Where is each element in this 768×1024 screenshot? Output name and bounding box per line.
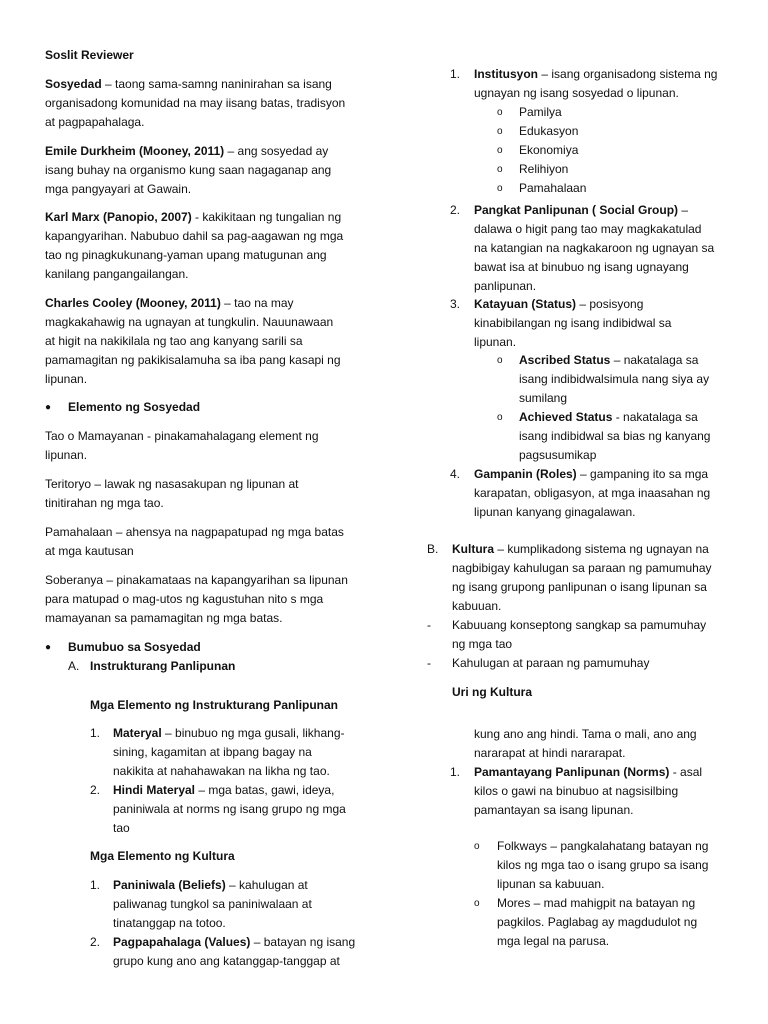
instruktura-subheading: Mga Elemento ng Instrukturang Panlipunan: [90, 698, 339, 712]
uri-kultura-heading: Uri ng Kultura: [452, 685, 532, 699]
circle-bullet-icon: o: [474, 898, 480, 909]
durkheim-definition: Emile Durkheim (Mooney, 2011) – ang sosyedad ay isang buhay na organismo kung saan nagaganap ang mga pangyayari at Gawain.: [45, 144, 332, 196]
cooley-term: Charles Cooley (Mooney, 2011): [45, 296, 221, 310]
marx-term: Karl Marx (Panopio, 2007): [45, 210, 192, 224]
durkheim-term: Emile Durkheim (Mooney, 2011): [45, 144, 225, 158]
marx-definition: Karl Marx (Panopio, 2007) - kakikitaan ng tungalian ng kapangyarihan. Nabubuo dahil sa pag-aagawan ng mga tao ng pinagkukunang-yaman upang matugunan ang kanilang pangangailangan.: [45, 210, 344, 281]
bullet-icon: ●: [45, 642, 52, 653]
circle-bullet-icon: o: [497, 107, 503, 118]
circle-bullet-icon: o: [497, 412, 503, 423]
continued-text: kung ano ang hindi. Tama o mali, ano ang nararapat at hindi nararapat.: [474, 727, 697, 760]
circle-bullet-icon: o: [497, 183, 503, 194]
circle-bullet-icon: o: [497, 145, 503, 156]
circle-bullet-icon: o: [497, 164, 503, 175]
circle-bullet-icon: o: [497, 126, 503, 137]
tao-definition: Tao o Mamayanan - pinakamahalagang element ng lipunan.: [45, 429, 319, 462]
page-title: Soslit Reviewer: [45, 48, 134, 62]
cooley-definition: Charles Cooley (Mooney, 2011) – tao na may magkakahawig na ugnayan at tungkulin. Nauunawaan at higit na nakikilala ng tao ang kanyang sarili sa pamamagitan ng pakikisalamuha sa iba pang kasapi ng lipunan.: [45, 296, 341, 386]
teritoryo-definition: Teritoryo – lawak ng nasasakupan ng lipunan at tinitirahan ng mga tao.: [45, 477, 299, 510]
circle-bullet-icon: o: [497, 355, 503, 366]
bullet-icon: ●: [45, 402, 52, 413]
sosyedad-term: Sosyedad: [45, 77, 102, 91]
pamahalaan-definition: Pamahalaan – ahensya na nagpapatupad ng mga batas at mga kautusan: [45, 525, 344, 558]
sosyedad-definition: Sosyedad – taong sama-samng naninirahan sa isang organisadong komunidad na may iisang batas, tradisyon at pagpapahalaga.: [45, 77, 346, 129]
circle-bullet-icon: o: [474, 841, 480, 852]
kultura-elemento-subheading: Mga Elemento ng Kultura: [90, 849, 235, 863]
soberanya-definition: Soberanya – pinakamataas na kapangyarihan sa lipunan para matupad o mag-utos ng kagustuhan nito s mga mamayanan sa pamamagitan ng mga batas.: [45, 573, 348, 625]
